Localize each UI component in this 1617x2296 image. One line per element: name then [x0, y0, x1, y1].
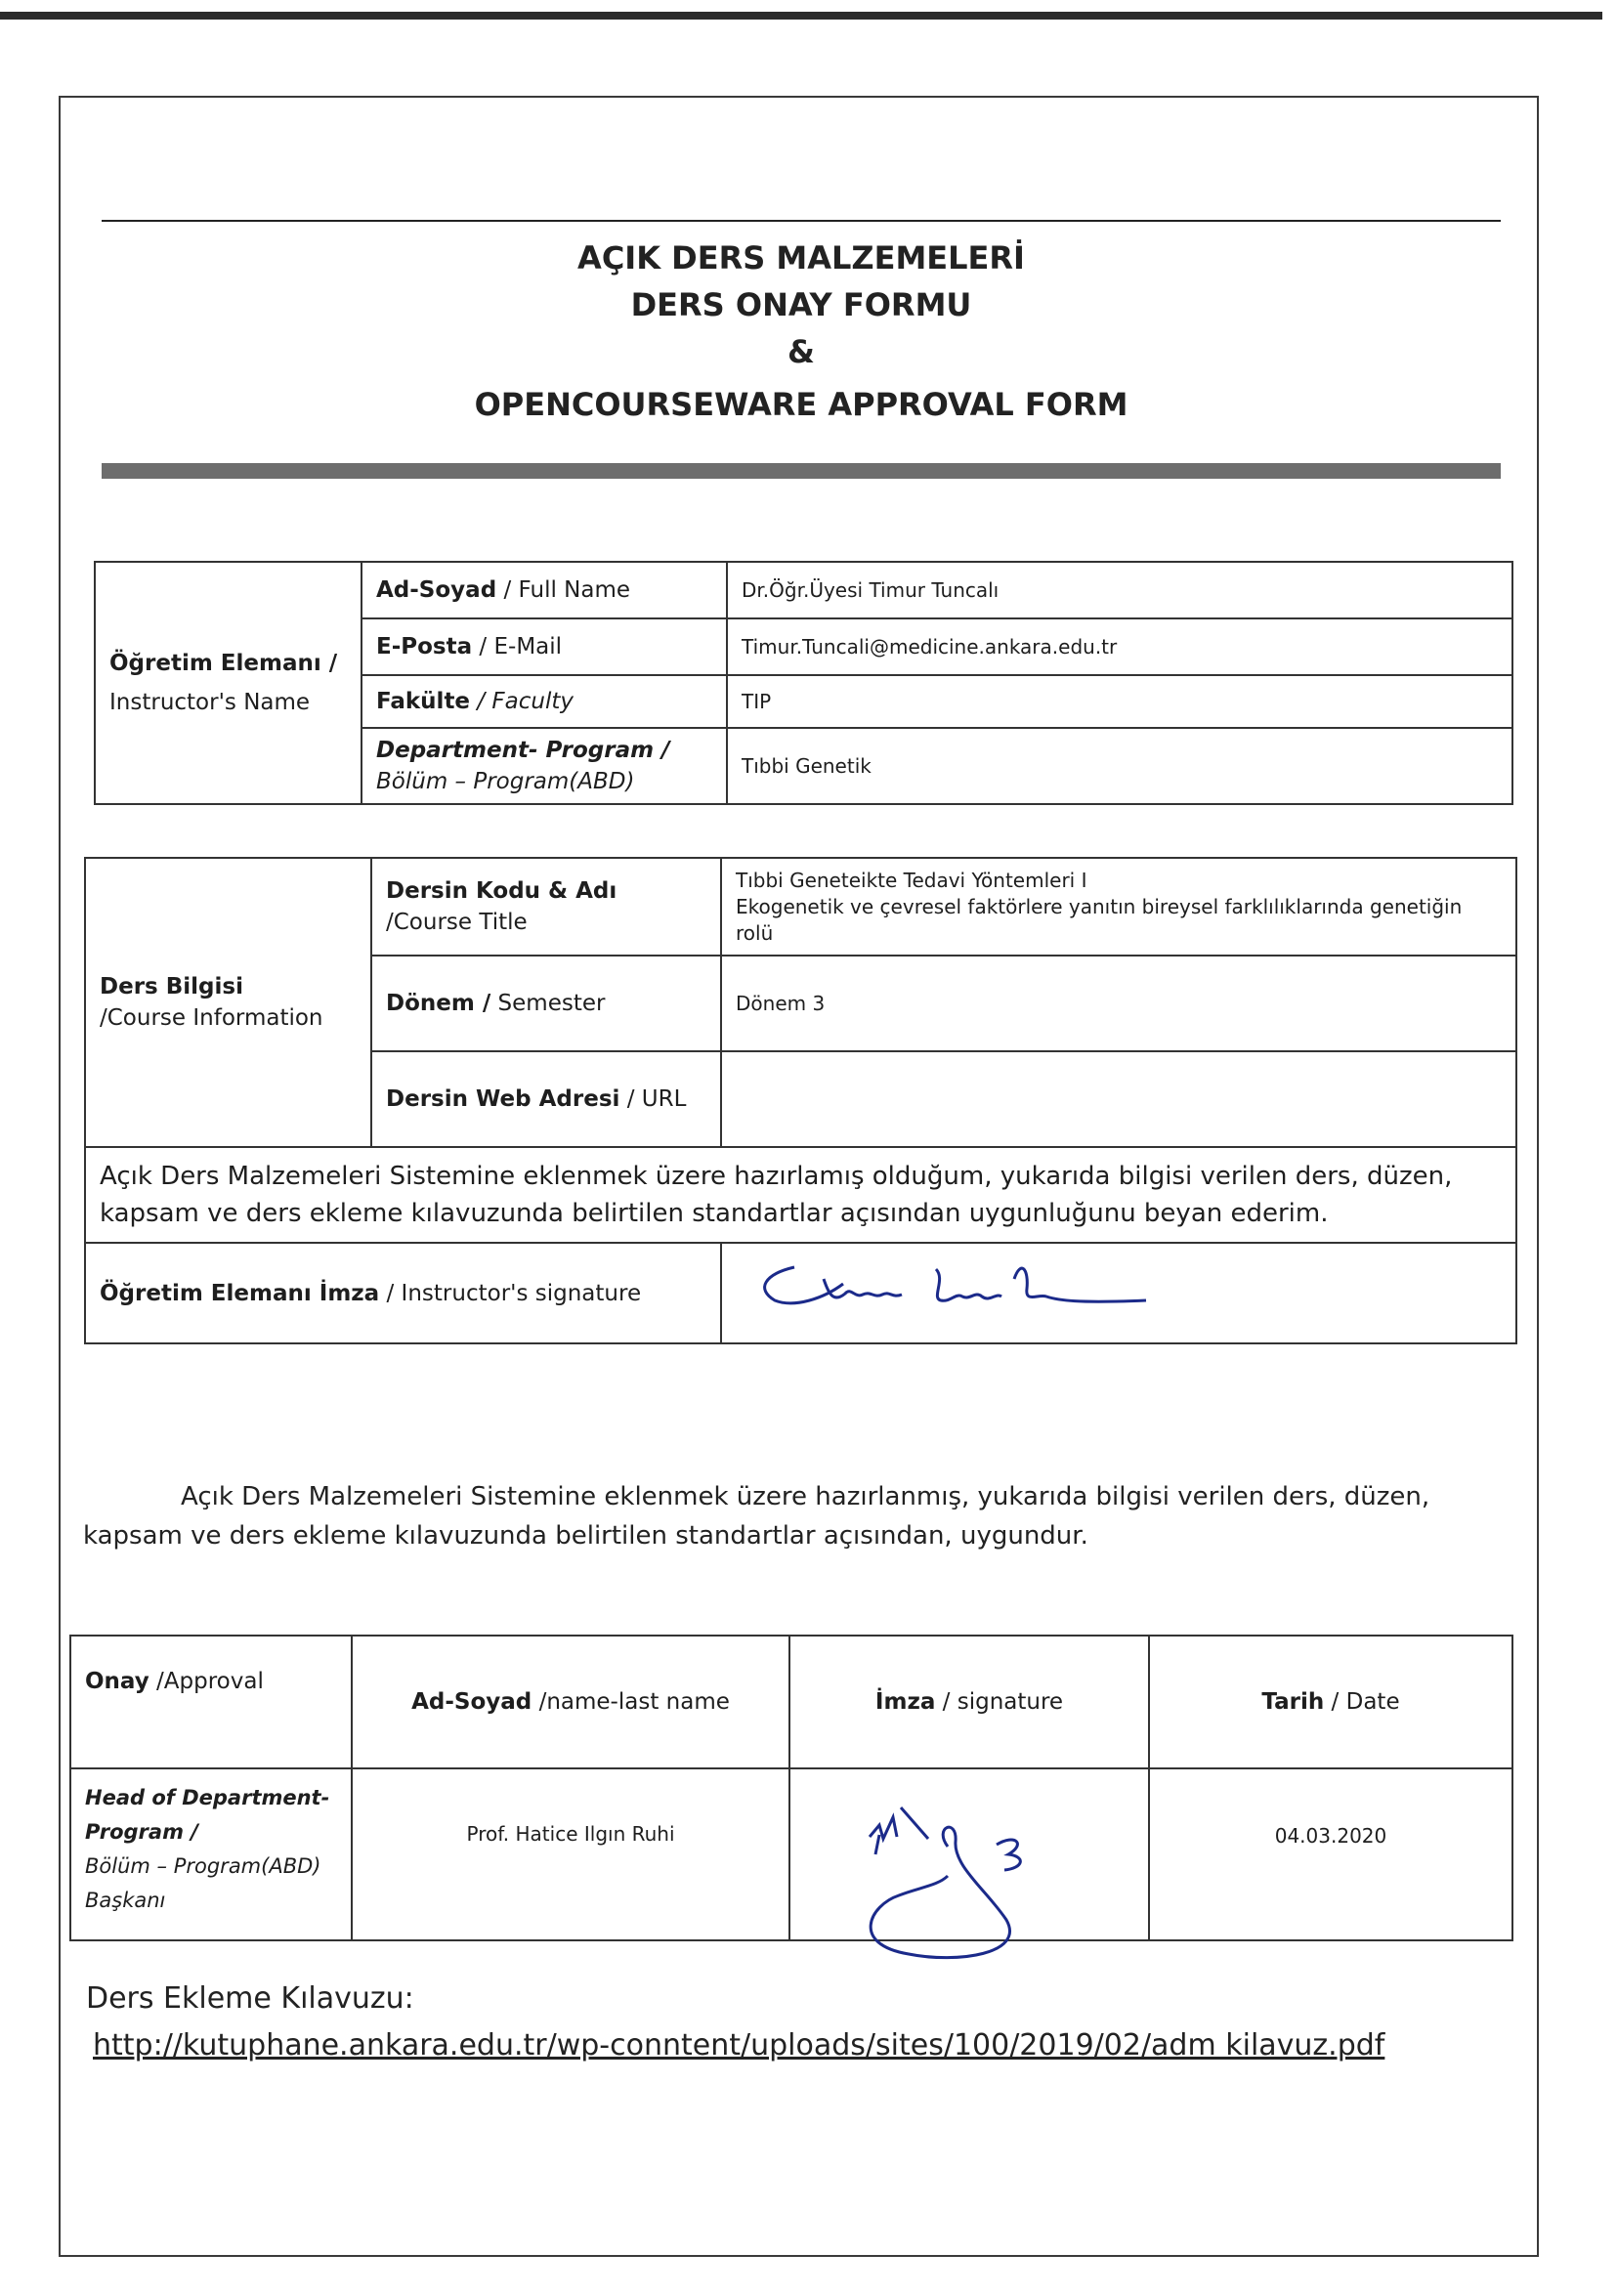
declaration-text: Açık Ders Malzemeleri Sistemine eklenmek üzere hazırlamış olduğum, yukarıda bilgisi verilen ders, düzen, kapsam ve ders ekleme kılavuzunda belirtilen standartlar açısından uygunluğunu beyan ederim. [85, 1147, 1516, 1243]
course-table [84, 857, 1517, 1344]
guide-label: Ders Ekleme Kılavuzu: [86, 1981, 414, 2016]
email-value: Timur.Tuncali@medicine.ankara.edu.tr [727, 618, 1512, 675]
guide-link[interactable]: http://kutuphane.ankara.edu.tr/wp-conntent/uploads/sites/100/2019/02/adm kilavuz.pdf [93, 2028, 1385, 2062]
url-value [721, 1051, 1516, 1147]
department-label: Department- Program / Bölüm – Program(ABD) [362, 728, 727, 804]
approval-table [69, 1635, 1513, 1941]
header-top-rule [102, 220, 1501, 222]
full-name-label: Ad-Soyad / Full Name [362, 562, 727, 618]
full-name-value: Dr.Öğr.Üyesi Timur Tuncalı [727, 562, 1512, 618]
name-col-header: Ad-Soyad /name-last name [352, 1636, 789, 1768]
title-line-4: OPENCOURSEWARE APPROVAL FORM [474, 386, 1128, 423]
semester-value: Dönem 3 [721, 956, 1516, 1051]
approver-role: Head of Department- Program / Bölüm – Program(ABD) Başkanı [70, 1768, 352, 1940]
course-title-value: Tıbbi Geneteikte Tedavi Yöntemleri I Ekogenetik ve çevresel faktörlere yanıtın bireysel farklılıklarında genetiğin rolü [721, 858, 1516, 956]
signature-col-header: İmza / signature [789, 1636, 1149, 1768]
approval-statement: Açık Ders Malzemeleri Sistemine eklenmek üzere hazırlanmış, yukarıda bilgisi verilen ders, düzen, kapsam ve ders ekleme kılavuzunda belirtilen standartlar açısından, uygundur. [83, 1482, 1430, 1551]
approver-signature-image [840, 1798, 1055, 1993]
course-title-label: Dersin Kodu & Adı /Course Title [371, 858, 721, 956]
form-title [102, 234, 1501, 428]
instructor-signature-label: Öğretim Elemanı İmza / Instructor's signature [85, 1243, 721, 1343]
title-line-3: & [787, 333, 815, 370]
approver-name: Prof. Hatice Ilgın Ruhi [352, 1768, 789, 1940]
url-label: Dersin Web Adresi / URL [371, 1051, 721, 1147]
instructor-signature-cell [721, 1243, 1516, 1343]
scan-top-band [0, 12, 1602, 20]
header-bottom-band [102, 463, 1501, 479]
email-label: E-Posta / E-Mail [362, 618, 727, 675]
faculty-label: Fakülte / Faculty [362, 675, 727, 728]
title-line-1: AÇIK DERS MALZEMELERİ [577, 239, 1025, 276]
department-value: Tıbbi Genetik [727, 728, 1512, 804]
course-section-label: Ders Bilgisi /Course Information [85, 858, 371, 1147]
instructor-section-label: Öğretim Elemanı / Instructor's Name [95, 562, 362, 804]
faculty-value: TIP [727, 675, 1512, 728]
title-line-2: DERS ONAY FORMU [630, 286, 972, 323]
date-col-header: Tarih / Date [1149, 1636, 1512, 1768]
approval-col-header: Onay /Approval [70, 1636, 352, 1768]
approval-date: 04.03.2020 [1149, 1768, 1512, 1940]
instructor-table [94, 561, 1513, 805]
semester-label: Dönem / Semester [371, 956, 721, 1051]
instructor-signature-image [736, 1250, 1166, 1328]
